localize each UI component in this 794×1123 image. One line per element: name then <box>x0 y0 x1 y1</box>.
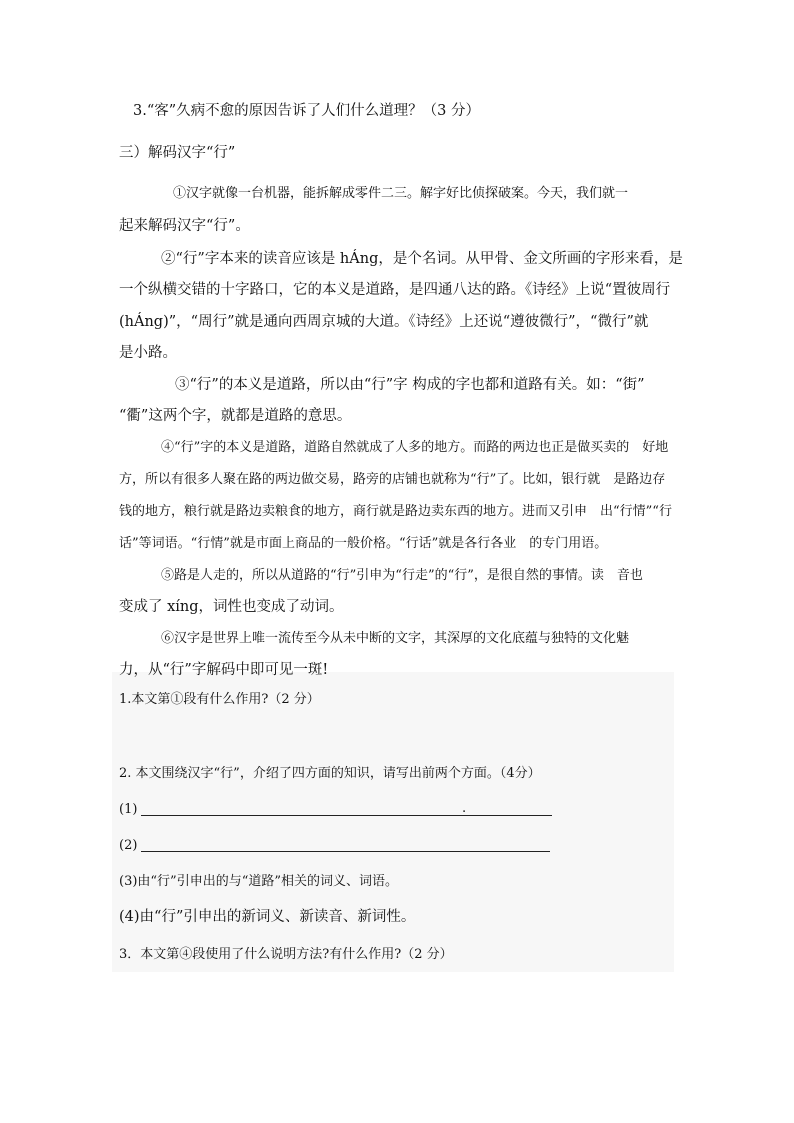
answer-2-label: (2) <box>119 838 138 853</box>
paragraph-1-line-1: ①汉字就像一台机器，能拆解成零件二三。解字好比侦探破案。今天，我们就一 <box>173 186 629 201</box>
question-3-top: 3.“客”久病不愈的原因告诉了人们什么道理？（3 分） <box>133 103 480 119</box>
paragraph-2-line-3: (hÁng)”，“周行”就是通向西周京城的大道。《诗经》上还说“遵彼微行”，“微行”就 <box>119 314 649 330</box>
question-3: 3．本文第④段使用了什么说明方法?有什么作用?（2 分） <box>119 947 453 962</box>
answer-1-mark: . <box>462 801 467 816</box>
section-title: 三）解码汉字“行” <box>119 145 236 161</box>
paragraph-6-line-2: 力，从“行”字解码中即可见一斑! <box>119 662 329 678</box>
answer-1-blank[interactable] <box>141 815 552 816</box>
paragraph-6-line-1: ⑥汉字是世界上唯一流传至今从未中断的文字，其深厚的文化底蕴与独特的文化魅 <box>161 631 630 646</box>
paragraph-1-line-2: 起来解码汉字“行”。 <box>119 218 250 234</box>
answer-3-text: (3)由“行”引申出的与“道路”相关的词义、词语。 <box>119 874 398 889</box>
answer-2-blank[interactable] <box>141 851 550 852</box>
paragraph-2-line-1: ②“行”字本来的读音应该是 hÁng，是个名词。从甲骨、金文所画的字形来看，是 <box>161 251 683 267</box>
question-1: 1.本文第①段有什么作用?（2 分） <box>119 692 320 707</box>
paragraph-4-line-2: 方，所以有很多人聚在路的两边做交易，路旁的店铺也就称为“行”了。比如，银行就 是路边存 <box>119 472 666 487</box>
question-2: 2. 本文围绕汉字“行”，介绍了四方面的知识，请写出前两个方面。（4分） <box>119 766 541 781</box>
paragraph-5-line-1: ⑤路是人走的，所以从道路的“行”引申为“行走”的“行”，是很自然的事情。读 音也 <box>161 568 643 583</box>
paragraph-2-line-2: 一个纵横交错的十字路口，它的本义是道路，是四通八达的路。《诗经》上说“置彼周行 <box>119 282 671 298</box>
paragraph-4-line-4: 话”等词语。“行情”就是市面上商品的一般价格。“行话”就是各行各业 的专门用语。 <box>119 536 608 551</box>
paragraph-4-line-3: 钱的地方，粮行就是路边卖粮食的地方，商行就是路边卖东西的地方。进而又引申 出“行情”“行 <box>119 504 672 519</box>
paragraph-3-line-2: “衢”这两个字，就都是道路的意思。 <box>119 408 352 424</box>
paragraph-4-line-1: ④“行”字的本义是道路，道路自然就成了人多的地方。而路的两边也正是做买卖的 好地 <box>161 440 669 455</box>
paragraph-2-line-4: 是小路。 <box>119 345 177 361</box>
paragraph-5-line-2: 变成了 xíng，词性也变成了动词。 <box>119 599 344 615</box>
answer-1-label: (1) <box>119 802 138 817</box>
answer-area-background <box>112 672 674 972</box>
paragraph-3-line-1: ③“行”的本义是道路，所以由“行”字 构成的字也都和道路有关。如：“街” <box>175 377 645 393</box>
answer-4-text: (4)由“行”引申出的新词义、新读音、新词性。 <box>119 909 416 925</box>
